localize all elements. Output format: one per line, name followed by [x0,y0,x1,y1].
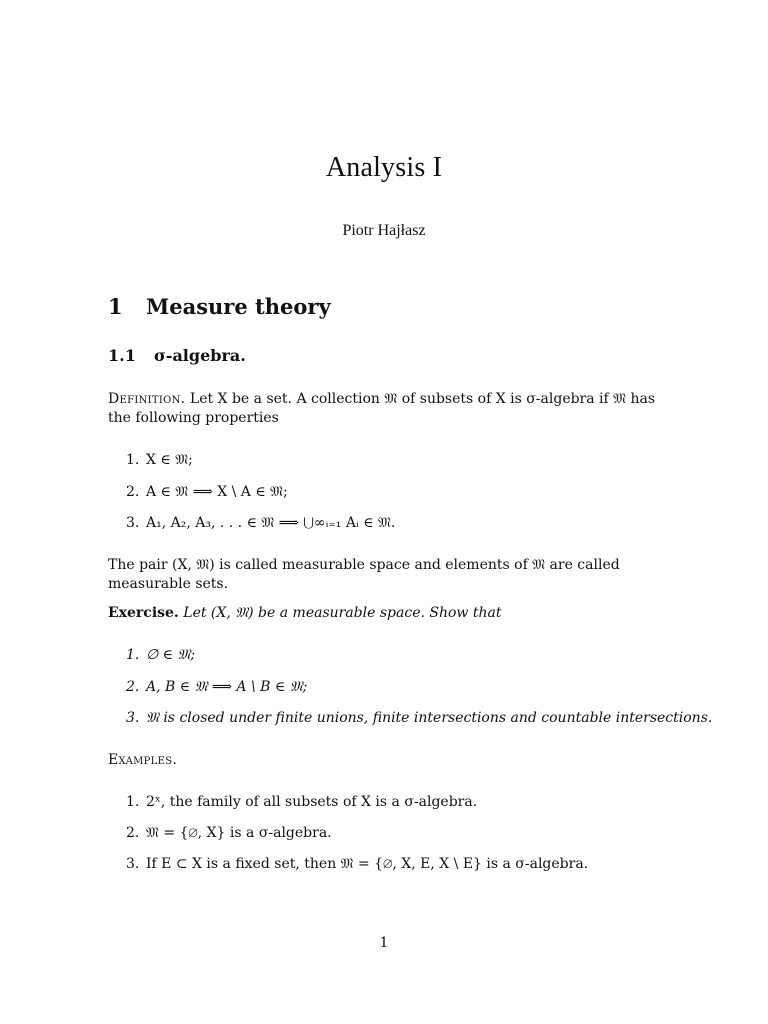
list-item-label: 2. [126,484,140,500]
definition-item-1 [126,451,193,470]
list-item-text: 𝔐 = {∅, X} is a σ-algebra. [146,825,332,841]
list-item-text: 2ˣ, the family of all subsets of X is a σ-algebra. [146,794,478,810]
document-author: Piotr Hajłasz [342,222,426,239]
exercise-item-3 [126,709,712,728]
subsection-number: 1.1 [108,346,136,365]
definition-item-3 [126,514,395,533]
exercise-item-1 [126,646,195,665]
list-item-text: A ∈ 𝔐 ⟹ X \ A ∈ 𝔐; [146,484,288,500]
list-item-text: ∅ ∈ 𝔐; [146,647,196,663]
subsection-title: σ-algebra. [154,346,246,365]
list-item-text: X ∈ 𝔐; [146,452,193,468]
list-item-label: 1. [126,647,140,663]
example-item-1 [126,793,477,812]
section-title: Measure theory [146,294,331,319]
exercise-paragraph [108,604,664,623]
list-item-text: 𝔐 is closed under finite unions, finite intersections and countable intersections. [146,710,713,726]
page-number: 1 [379,935,389,951]
definition-label: Definition. [108,391,186,407]
examples-heading [108,751,664,770]
list-item-label: 3. [126,856,140,872]
list-item-label: 1. [126,794,140,810]
list-item-label: 1. [126,452,140,468]
exercise-item-2 [126,678,307,697]
list-item-label: 2. [126,679,140,695]
section-heading [108,294,331,319]
list-item-text: If E ⊂ X is a fixed set, then 𝔐 = {∅, X, E, X \ E} is a σ-algebra. [146,856,589,872]
definition-text: Let X be a set. A collection 𝔐 of subsets of X is σ-algebra if 𝔐 has the following properties [108,391,656,426]
example-item-3 [126,855,588,874]
definition-paragraph [108,390,664,428]
list-item-text: A₁, A₂, A₃, . . . ∈ 𝔐 ⟹ ⋃∞ᵢ₌₁ Aᵢ ∈ 𝔐. [146,515,396,531]
document-title: Analysis I [325,152,443,183]
list-item-label: 2. [126,825,140,841]
exercise-label: Exercise. [108,605,179,621]
definition-item-2 [126,483,288,502]
list-item-label: 3. [126,515,140,531]
exercise-text: Let (X, 𝔐) be a measurable space. Show that [183,605,502,621]
examples-label: Examples. [108,752,178,768]
example-item-2 [126,824,332,843]
section-number: 1 [108,294,123,319]
list-item-label: 3. [126,710,140,726]
list-item-text: A, B ∈ 𝔐 ⟹ A \ B ∈ 𝔐; [146,679,308,695]
measurable-space-paragraph: The pair (X, 𝔐) is called measurable space and elements of 𝔐 are called measurable sets. [108,557,620,592]
subsection-heading [108,346,246,365]
